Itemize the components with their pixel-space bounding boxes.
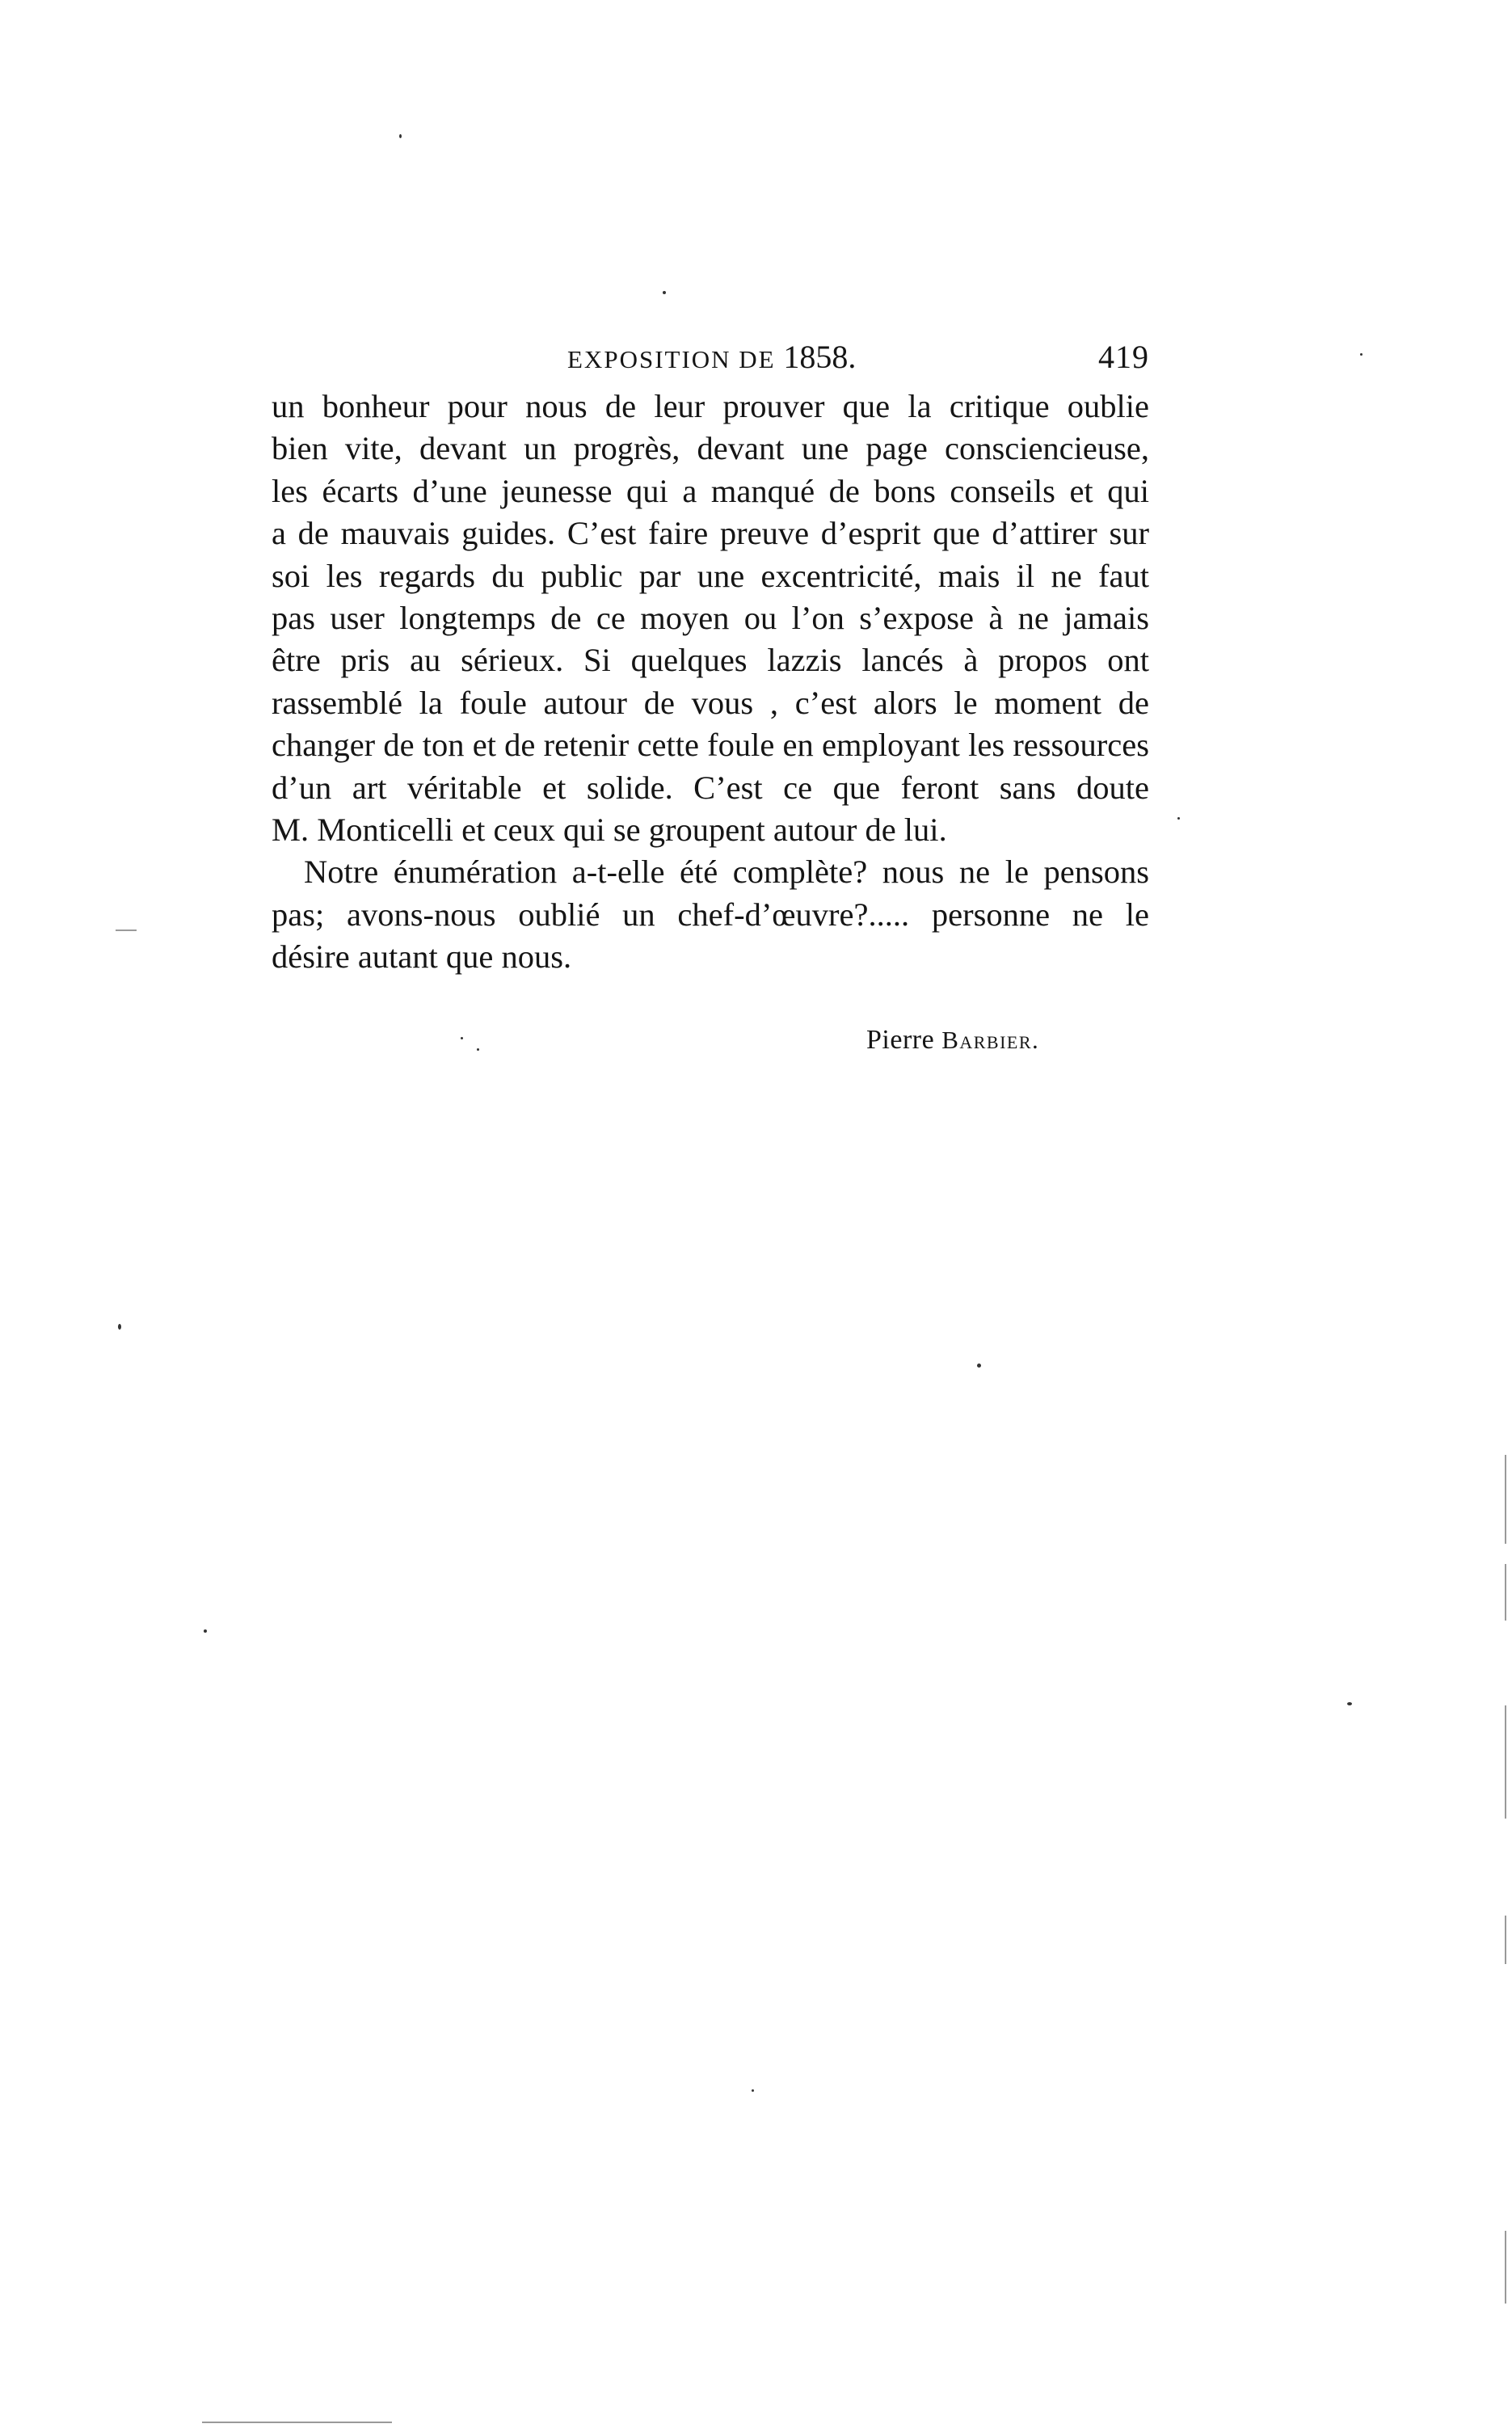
text-line: d’un art véritable et solide. C’est ce que feront sans doute [272,769,1149,806]
text-line: M. Monticelli et ceux qui se groupent autour de lui. [272,811,947,849]
text-line: a de mauvais guides. C’est faire preuve d’esprit que d’attirer sur [272,515,1149,552]
running-head [272,338,1149,383]
scan-speck [118,1324,121,1330]
scan-speck [1360,353,1362,356]
text-line: rassemblé la foule autour de vous , c’est alors le moment de [272,684,1149,721]
scan-edge-mark [116,929,137,931]
running-title [567,338,856,376]
body-text [272,386,1149,979]
scan-edge-mark [1505,2231,1506,2304]
author-signature [866,1025,1039,1056]
scan-speck [977,1364,981,1368]
scan-speck [461,1037,463,1039]
text-line: changer de ton et de retenir cette foule en employant les ressources [272,727,1149,764]
text-line: pas user longtemps de ce moyen ou l’on s’expose à ne jamais [272,600,1149,637]
scan-speck [204,1629,207,1633]
text-line: bien vite, devant un progrès, devant une page consciencieuse, [272,430,1149,467]
paragraph-1 [272,386,1149,851]
paragraph-2 [272,851,1149,978]
scan-speck [477,1048,479,1051]
scan-speck [752,2089,754,2092]
scan-speck [1347,1702,1352,1705]
scan-edge-mark [1505,1705,1506,1819]
page-number: 419 [1098,339,1149,375]
text-line: désire autant que nous. [272,938,572,976]
text-line: être pris au sérieux. Si quelques lazzis lancés à propos ont [272,642,1149,679]
scan-edge-mark [1505,1916,1506,1964]
text-line: un bonheur pour nous de leur prouver que la critique oublie [272,388,1149,424]
running-title-text: EXPOSITION DE [567,345,776,373]
signature-first-name: Pierre [866,1025,935,1055]
scan-speck [399,134,402,138]
scan-speck [1177,817,1180,820]
scan-speck [663,291,666,294]
text-line: Notre énumération a-t-elle été complète? nous ne le pensons [304,854,1149,891]
scan-edge-mark [1505,1455,1506,1544]
text-line: pas; avons-nous oublié un chef-d’œuvre?..... personne ne le [272,896,1149,933]
text-line: les écarts d’une jeunesse qui a manqué de bons conseils et qui [272,472,1149,509]
running-title-year: 1858. [783,339,857,375]
scan-edge-mark [1505,1564,1506,1621]
scan-edge-mark [202,2422,392,2423]
signature-last-name: Barbier. [941,1026,1040,1054]
text-line: soi les regards du public par une excentricité, mais il ne faut [272,557,1149,594]
